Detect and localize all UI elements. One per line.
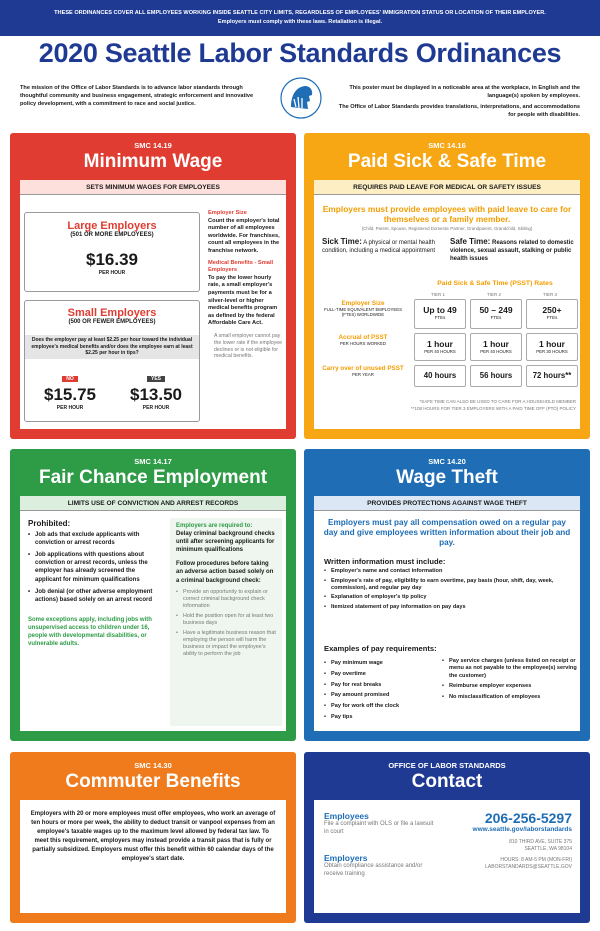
address: [432, 839, 572, 871]
employees-heading: Employees: [324, 811, 369, 821]
wt-subtitle: PROVIDES PROTECTIONS AGAINST WAGE THEFT: [314, 496, 580, 511]
written-section: [324, 558, 572, 611]
employees-contact: [324, 812, 434, 836]
display-requirement: This poster must be displayed in a noticeable area at the workplace, in English and the language(s) spoken by employees.: [349, 85, 580, 99]
prohibited-item: • Job ads that exclude applicants with conviction or arrest records: [28, 531, 162, 547]
written-heading: Written information must include:: [324, 557, 446, 566]
tier2-size-unit: FTEs: [490, 315, 502, 320]
contact-title: Contact: [411, 771, 483, 792]
example-item: • No misclassification of employees: [442, 694, 580, 701]
mw-smc: SMC 14.19: [134, 141, 172, 150]
row1-heading: Employer Size: [341, 300, 385, 307]
cb-smc: SMC 14.30: [134, 761, 172, 770]
example-item: • Pay for work off the clock: [324, 701, 434, 712]
step-item: • Have a legitimate business reason that employing the person will harm the business or impact the employee's ability to perform the job: [176, 630, 276, 658]
tier1-accrual-value: 1 hour: [427, 339, 453, 349]
tier1-size-value: Up to 49: [423, 305, 457, 315]
written-item: • Explanation of employer's tip policy: [324, 594, 572, 601]
no-option: [35, 367, 105, 411]
large-heading: Large Employers: [67, 220, 157, 232]
large-sub: (501 OR MORE EMPLOYEES): [70, 232, 154, 238]
tier3-size: [526, 299, 578, 329]
tier2-accrual: [470, 333, 522, 361]
tier1-carryover: 40 hours: [414, 365, 466, 387]
yes-label: YES: [147, 376, 165, 382]
examples-col2: [442, 658, 580, 701]
written-list: [324, 568, 572, 611]
steps-list: [176, 589, 276, 658]
wt-smc: SMC 14.20: [428, 457, 466, 466]
row2-heading: Accrual of PSST: [338, 334, 388, 341]
fc-subtitle: LIMITS USE OF CONVICTION AND ARREST RECORDS: [20, 496, 286, 511]
tier2-carryover: 56 hours: [470, 365, 522, 387]
tier3-carryover: 72 hours**: [526, 365, 578, 387]
tier1-size: [414, 299, 466, 329]
example-item: • Pay tips: [324, 712, 434, 723]
office-hours: HOURS: 8 AM-5 PM (MON-FRI): [500, 857, 572, 863]
fc-body: [20, 496, 286, 731]
large-unit: PER HOUR: [98, 270, 126, 276]
psst-title: Paid Sick & Safe Time: [347, 151, 547, 172]
medical-heading: Medical Benefits - Small Employers: [208, 259, 274, 274]
row-accrual: [318, 334, 408, 346]
row2-sub: PER HOURS WORKED: [339, 341, 387, 346]
commuter-text: Employers with 20 or more employees must offer employees, who work an average of ten hours or more per week, the ability to deduct transit or vanpool expenses from an employee's taxable wages up to the maximum level allowed by federal tax law. To meet this requirement, employers may instead provide a transit pass that is fully or partially subsidized. Employers must offer this benefit within 60 calendar days of the employee's start date.: [30, 811, 276, 862]
tier3-size-unit: FTEs: [546, 315, 558, 320]
paid-sick-panel: [304, 133, 590, 439]
safe-text: Reasons related to domestic violence, sexual assault, stalking or public health issues: [450, 240, 574, 263]
written-item: • Employee's rate of pay, eligibility to earn overtime, pay basis (hour, shift, day, week, commission), and regular pay day: [324, 578, 572, 593]
large-employers-box: [24, 212, 200, 292]
written-item: • Employer's name and contact information: [324, 568, 572, 575]
tier2-accrual-unit: PER 40 HOURS: [480, 349, 512, 354]
tier3-accrual-value: 1 hour: [539, 339, 565, 349]
seattle-seal-icon: [280, 77, 322, 119]
wt-body: [314, 496, 580, 731]
employers-contact: [324, 854, 434, 878]
row3-sub: PER YEAR: [352, 372, 374, 377]
contact-panel: [304, 752, 590, 923]
tier3-size-value: 250+: [542, 305, 562, 315]
medical-text: To pay the lower hourly rate, a small employer's payments must be for a silver-level or higher medical benefits program as defined by the federal Affordable Care Act.: [208, 274, 278, 327]
psst-smc: SMC 14.16: [428, 141, 466, 150]
coverage-banner: [0, 0, 600, 36]
prohibited-section: [28, 520, 162, 648]
prohibited-item: • Job applications with questions about conviction or arrest records, unless the employer has already screened the applicant for minimum qualifications: [28, 551, 162, 583]
page-title: 2020 Seattle Labor Standards Ordinances: [38, 38, 562, 68]
sick-time: [322, 238, 440, 255]
psst-body: [314, 180, 580, 429]
mw-sidebar: [208, 210, 284, 360]
tier-3-label: TIER 3: [542, 292, 557, 297]
example-item: • Reimburse employer expenses: [442, 683, 580, 690]
psst-lead: Employers must provide employees with paid leave to care for themselves or a family member.: [322, 204, 572, 225]
employers-heading: Employers: [324, 853, 368, 863]
coverage-text: THESE ORDINANCES COVER ALL EMPLOYEES WORKING INSIDE SEATTLE CITY LIMITS, REGARDLESS OF EMPLOYEES' IMMIGRATION STATUS OR LOCATION OF THEIR EMPLOYER.: [54, 10, 546, 16]
display-notice: [330, 84, 580, 122]
safe-heading: Safe Time:: [450, 237, 491, 246]
employers-text: Obtain compliance assistance and/or receive training: [324, 863, 423, 878]
no-unit: PER HOUR: [56, 405, 84, 411]
psst-footnote-2: **108 HOURS FOR TIER 3 EMPLOYERS WITH A PAID TIME OFF (PTO) POLICY: [411, 406, 576, 411]
psst-subtitle: REQUIRES PAID LEAVE FOR MEDICAL OR SAFETY ISSUES: [314, 180, 580, 195]
row-carryover: [318, 365, 408, 377]
tier2-accrual-value: 1 hour: [483, 339, 509, 349]
fc-title: Fair Chance Employment: [38, 467, 268, 488]
fair-chance-panel: [10, 449, 296, 741]
fc-smc: SMC 14.17: [134, 457, 172, 466]
tier1-accrual: [414, 333, 466, 361]
tier2-size: [470, 299, 522, 329]
contact-details: [432, 810, 572, 871]
large-wage: $16.39: [86, 250, 138, 269]
cb-title: Commuter Benefits: [65, 771, 241, 792]
sick-heading: Sick Time:: [322, 237, 362, 246]
mission-statement: The mission of the Office of Labor Standards is to advance labor standards through thoughtful community and business engagement, strategic enforcement and innovative policy development, with a commitment to race and social justice.: [20, 85, 254, 107]
wt-lead: Employers must pay all compensation owed on a regular pay day and give employees written information about their job and pay.: [323, 518, 571, 548]
example-item: • Pay for rest breaks: [324, 680, 434, 691]
examples-heading: Examples of pay requirements:: [324, 644, 437, 653]
prohibited-item: • Job denial (or other adverse employment actions) based solely on an arrest record: [28, 588, 162, 604]
mw-title: Minimum Wage: [83, 151, 223, 172]
medical-note: A small employer cannot pay the lower rate if the employee declines or is not eligible for medical benefits.: [214, 332, 283, 360]
tier3-accrual-unit: PER 30 HOURS: [536, 349, 568, 354]
yes-unit: PER HOUR: [142, 405, 170, 411]
yes-option: [121, 367, 191, 411]
website-link[interactable]: www.seattle.gov/laborstandards: [472, 826, 572, 833]
contact-office: OFFICE OF LABOR STANDARDS: [388, 761, 506, 770]
small-sub: (500 OR FEWER EMPLOYEES): [68, 319, 156, 325]
step-item: • Provide an opportunity to explain or correct criminal background check information: [176, 589, 276, 610]
required-section: [170, 518, 282, 726]
examples-col1: [324, 658, 434, 723]
employer-size-text: Count the employer's total number of all employees worldwide. For franchises, count all employees in the franchise network.: [208, 217, 280, 254]
prohibited-list: [28, 531, 162, 604]
employees-text: File a complaint with OLS or file a lawsuit in court: [324, 821, 434, 836]
wage-theft-panel: [304, 449, 590, 741]
example-item: • Pay service charges (unless listed on receipt or menu as not payable to the employee(s) serving the customer): [442, 658, 580, 680]
minimum-wage-panel: [10, 133, 296, 439]
contact-email[interactable]: LABORSTANDARDS@SEATTLE.GOV: [485, 864, 572, 870]
row1-sub: FULL-TIME EQUIVALENT EMPLOYEES (FTES) WORLDWIDE: [324, 307, 402, 318]
translation-notice: The Office of Labor Standards provides translations, interpretations, and accommodations for people with disabilities.: [338, 104, 580, 118]
exceptions-text: Some exceptions apply, including jobs with unsupervised access to children under 16, people with developmental disabilities, or vulnerable adults.: [28, 616, 152, 648]
retaliation-text: Employers must comply with these laws. Retaliation is illegal.: [217, 19, 383, 25]
tier1-size-unit: FTEs: [434, 315, 446, 320]
example-item: • Pay amount promised: [324, 690, 434, 701]
example-item: • Pay minimum wage: [324, 658, 434, 669]
row-employer-size: [318, 300, 408, 317]
no-wage: $15.75: [44, 385, 96, 404]
mw-subtitle: SETS MINIMUM WAGES FOR EMPLOYEES: [20, 180, 286, 195]
phone-number[interactable]: 206-256-5297: [484, 810, 572, 826]
small-employers-box: [24, 300, 200, 422]
wt-title: Wage Theft: [396, 467, 498, 488]
no-label: NO: [62, 376, 78, 382]
small-heading: Small Employers: [67, 307, 157, 319]
safe-time: [450, 238, 576, 263]
psst-family: (Child, Parent, Spouse, Registered Domestic Partner, Grandparent, Grandchild, Sibling): [361, 226, 533, 231]
tier1-accrual-unit: PER 40 HOURS: [424, 349, 456, 354]
tier2-size-value: 50 – 249: [479, 305, 513, 315]
row3-heading: Carry over of unused PSST: [322, 365, 404, 372]
required-text: Delay criminal background checks until after screening applicants for minimum qualifications: [176, 531, 275, 554]
tier-1-label: TIER 1: [430, 292, 445, 297]
contact-body: [314, 800, 580, 913]
prohibited-heading: Prohibited:: [28, 519, 71, 528]
employer-size-heading: Employer Size: [208, 210, 247, 216]
psst-footnotes: [318, 398, 576, 412]
address-line-2: SEATTLE, WA 98104: [524, 846, 572, 852]
psst-rates-heading: Paid Sick & Safe Time (PSST) Rates: [437, 280, 553, 287]
mw-body: [20, 180, 286, 429]
example-item: • Pay overtime: [324, 669, 434, 680]
follow-text: Follow procedures before taking an adverse action based solely on a criminal background check:: [176, 561, 274, 584]
yes-wage: $13.50: [130, 385, 182, 404]
tier3-accrual: [526, 333, 578, 361]
cb-body: [20, 800, 286, 913]
small-question: Does the employer pay at least $2.25 per hour toward the individual employee's medical benefits and/or does the employee earn at least $2.25 per hour in tips?: [25, 335, 199, 359]
step-item: • Hold the position open for at least two business days: [176, 613, 276, 627]
sick-text: A physical or mental health condition, including a medical appointment: [322, 240, 436, 255]
tier-2-label: TIER 2: [486, 292, 501, 297]
commuter-panel: [10, 752, 296, 923]
psst-footnote-1: *SAFE TIME CAN ALSO BE USED TO CARE FOR A HOUSEHOLD MEMBER: [419, 399, 576, 404]
written-item: • Itemized statement of pay information on pay days: [324, 604, 572, 611]
required-heading: Employers are required to:: [176, 523, 253, 529]
address-line-1: 810 THIRD AVE, SUITE 375: [509, 839, 572, 845]
